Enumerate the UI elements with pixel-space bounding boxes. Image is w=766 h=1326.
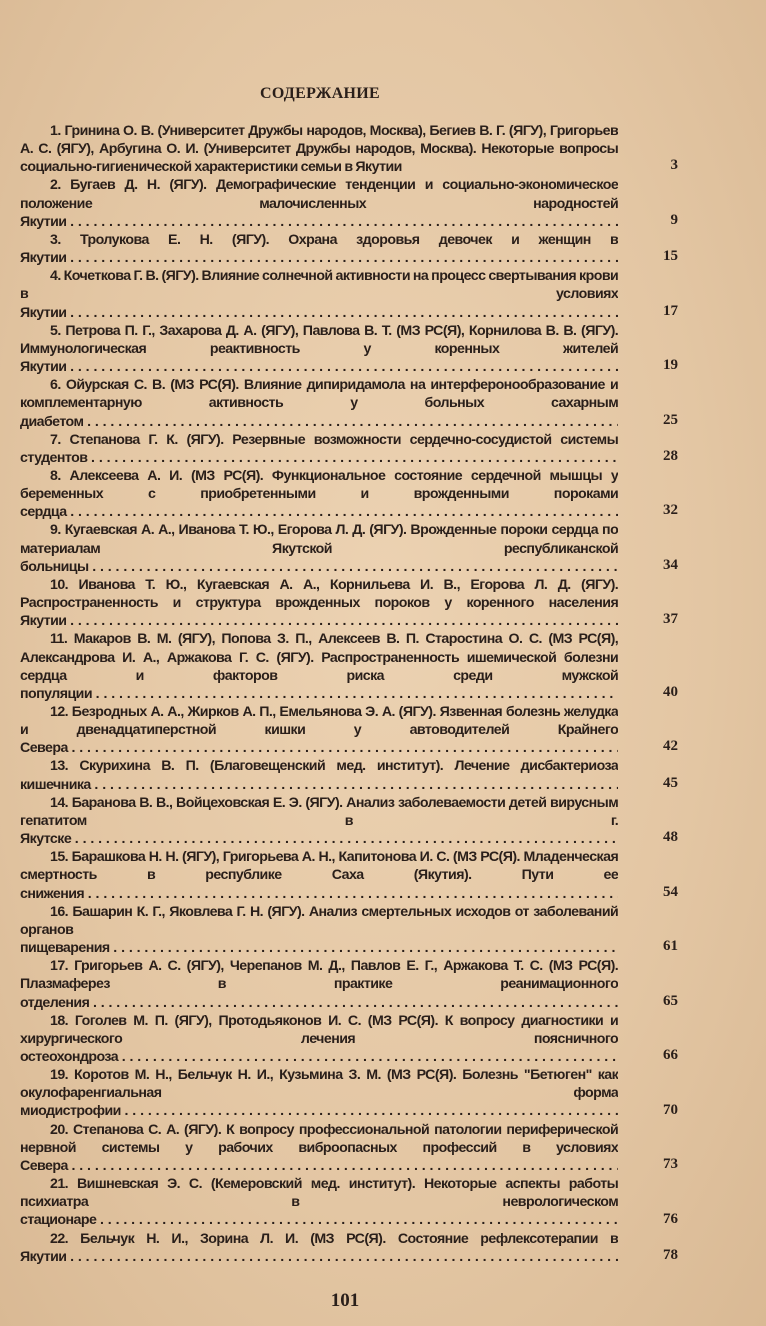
toc-entry-title: 4. Кочеткова Г. В. (ЯГУ). Влияние солнечной активности на процесс свертывания крови в условиях Якутии . . . [20, 268, 618, 320]
toc-entry-title: 12. Безродных А. А., Жирков А. П., Емельянова Э. А. (ЯГУ). Язвенная болезнь желудка и двенадцатиперстной кишки у автоводителей Крайнего Севера . . . [20, 704, 618, 756]
toc-entry-page: 76 [663, 1210, 678, 1227]
toc-entry-text [20, 431, 618, 467]
toc-entry [20, 957, 680, 1011]
toc-entry-page: 25 [663, 411, 678, 428]
toc-entry-text [20, 703, 618, 757]
toc-entry-text [20, 957, 618, 1011]
toc-entry-text [20, 467, 618, 521]
toc-entry [20, 231, 680, 267]
toc-entry-title: 14. Баранова В. В., Войцеховская Е. Э. (ЯГУ). Анализ заболеваемости детей вирусным гепатитом в г. Якутске . . . [20, 795, 618, 847]
toc-entry-title: 13. Скурихина В. П. (Благовещенский мед. институт). Лечение дисбактериоза кишечника . . . [20, 758, 618, 792]
toc-entry [20, 1066, 680, 1120]
toc-entry-page: 66 [663, 1047, 678, 1064]
toc-entry-text [20, 376, 618, 430]
toc-entry [20, 576, 680, 630]
toc-entry-page: 40 [663, 684, 678, 700]
toc-entry-page: 9 [670, 211, 678, 228]
table-of-contents [20, 122, 680, 1266]
toc-entry-text [20, 1012, 618, 1066]
toc-entry-page: 48 [663, 829, 678, 846]
toc-entry-title: 20. Степанова С. А. (ЯГУ). К вопросу профессиональной патологии периферической нервной системы у рабочих виброопасных профессий в условиях Севера . . . [20, 1122, 618, 1174]
toc-entry-page: 19 [663, 357, 678, 374]
toc-entry-page: 54 [663, 883, 678, 900]
toc-entry-title: 2. Бугаев Д. Н. (ЯГУ). Демографические тенденции и социально-экономическое положение малочисленных народностей Якутии . . . [20, 177, 618, 229]
toc-entry-title: 21. Вишневская Э. С. (Кемеровский мед. институт). Некоторые аспекты работы психиатра в неврологическом стационаре . . . [20, 1176, 618, 1228]
toc-entry [20, 794, 680, 848]
toc-entry-text [20, 231, 618, 267]
toc-entry-page: 61 [663, 938, 678, 955]
toc-entry-text [20, 1121, 618, 1175]
toc-entry [20, 1230, 680, 1266]
toc-entry-page: 70 [663, 1101, 678, 1118]
toc-entry [20, 267, 680, 321]
toc-entry-text [20, 630, 618, 703]
toc-entry [20, 757, 680, 793]
page-number: 101 [330, 1289, 360, 1311]
toc-entry-page: 42 [663, 738, 678, 755]
toc-entry-title: 3. Тролукова Е. Н. (ЯГУ). Охрана здоровья девочек и женщин в Якутии . . . [20, 232, 618, 266]
toc-entry-page: 73 [663, 1156, 678, 1173]
toc-entry-title: 7. Степанова Г. К. (ЯГУ). Резервные возможности сердечно-сосудистой системы студентов . . . [20, 432, 618, 466]
toc-entry [20, 1121, 680, 1175]
toc-entry [20, 903, 680, 957]
toc-entry-text [20, 267, 618, 321]
toc-entry-text [20, 794, 618, 848]
toc-entry-title: 8. Алексеева А. И. (МЗ РС(Я). Функциональное состояние сердечной мышцы у беременных с приобретенными и врожденными пороками сердца . . . [20, 468, 618, 520]
toc-entry-text [20, 322, 618, 376]
toc-entry [20, 431, 680, 467]
toc-entry-page: 34 [663, 556, 678, 573]
toc-entry-text [20, 1066, 618, 1120]
toc-entry [20, 848, 680, 902]
toc-entry-page: 3 [670, 157, 678, 174]
toc-entry-title: 22. Бельчук Н. И., Зорина Л. И. (МЗ РС(Я). Состояние рефлексотерапии в Якутии . . . [20, 1231, 618, 1265]
toc-entry-page: 32 [663, 502, 678, 519]
toc-entry-title: 16. Башарин К. Г., Яковлева Г. Н. (ЯГУ). Анализ смертельных исходов от заболеваний органов пищеварения . . . [20, 904, 618, 956]
toc-entry-text [20, 757, 618, 793]
toc-entry-text [20, 122, 618, 176]
toc-entry-title: 5. Петрова П. Г., Захарова Д. А. (ЯГУ), Павлова В. Т. (МЗ РС(Я), Корнилова В. В. (ЯГУ). Иммунологическая реактивность у коренных жителей Якутии . . . [20, 323, 618, 375]
toc-entry-text [20, 848, 618, 902]
toc-entry-title: 6. Ойурская С. В. (МЗ РС(Я). Влияние дипиридамола на интерферонообразование и комплементарную активность у больных сахарным диабетом . . . [20, 377, 618, 429]
toc-entry-page: 17 [663, 302, 678, 319]
page-title: СОДЕРЖАНИЕ [259, 85, 381, 102]
toc-entry-text [20, 576, 618, 630]
toc-entry-title: 18. Гоголев М. П. (ЯГУ), Протодьяконов И. С. (МЗ РС(Я). К вопросу диагностики и хирургического лечения поясничного остеохондроза . . . [20, 1013, 618, 1065]
toc-entry-title: 11. Макаров В. М. (ЯГУ), Попова З. П., Алексеев В. П. Старостина О. С. (МЗ РС(Я), Александрова И. А., Аржакова Г. С. (ЯГУ). Распространенность ишемической болезни сердца и факторов риска среди мужской популяции . . . [20, 631, 618, 701]
toc-entry [20, 1175, 680, 1229]
toc-entry-text [20, 1230, 618, 1266]
toc-entry-page: 15 [663, 248, 678, 265]
toc-entry [20, 1012, 680, 1066]
toc-entry [20, 703, 680, 757]
toc-entry-title: 10. Иванова Т. Ю., Кугаевская А. А., Корнильева И. В., Егорова Л. Д. (ЯГУ). Распространенность и структура врожденных пороков у коренного населения Якутии . . . [20, 577, 618, 629]
toc-entry [20, 322, 680, 376]
toc-entry-page: 37 [663, 611, 678, 628]
toc-entry [20, 521, 680, 575]
toc-entry [20, 376, 680, 430]
toc-entry-text [20, 176, 618, 230]
toc-entry-page: 28 [663, 447, 678, 464]
toc-entry-text [20, 1175, 618, 1229]
toc-entry-title: 19. Коротов М. Н., Бельчук Н. И., Кузьмина З. М. (МЗ РС(Я). Болезнь "Бетюген" как окулофаренгиальная форма миодистрофии . . . [20, 1067, 618, 1119]
toc-entry [20, 467, 680, 521]
toc-entry-title: 9. Кугаевская А. А., Иванова Т. Ю., Егорова Л. Д. (ЯГУ). Врожденные пороки сердца по материалам Якутской республиканской больницы . . . [20, 522, 618, 574]
toc-entry-text [20, 903, 618, 957]
toc-entry [20, 176, 680, 230]
toc-entry-title: 15. Барашкова Н. Н. (ЯГУ), Григорьева А. Н., Капитонова И. С. (МЗ РС(Я). Младенческая смертность в республике Саха (Якутия). Пути ее снижения . . . [20, 849, 618, 901]
toc-entry-page: 78 [663, 1246, 678, 1263]
toc-entry-page: 45 [663, 774, 678, 791]
toc-entry-text [20, 521, 618, 575]
toc-entry-title: 1. Гринина О. В. (Университет Дружбы народов, Москва), Бегиев В. Г. (ЯГУ), Григорьев А. С. (ЯГУ), Арбугина О. И. (Университет Дружбы народов, Москва). Некоторые вопросы социально-гигиенической характеристики семьи в Якутии [20, 123, 619, 176]
toc-entry [20, 630, 680, 703]
toc-entry [20, 122, 680, 176]
toc-entry-title: 17. Григорьев А. С. (ЯГУ), Черепанов М. Д., Павлов Е. Г., Аржакова Т. С. (МЗ РС(Я). Плазмаферез в практике реанимационного отделения . . . [20, 958, 618, 1010]
toc-entry-page: 65 [663, 992, 678, 1009]
